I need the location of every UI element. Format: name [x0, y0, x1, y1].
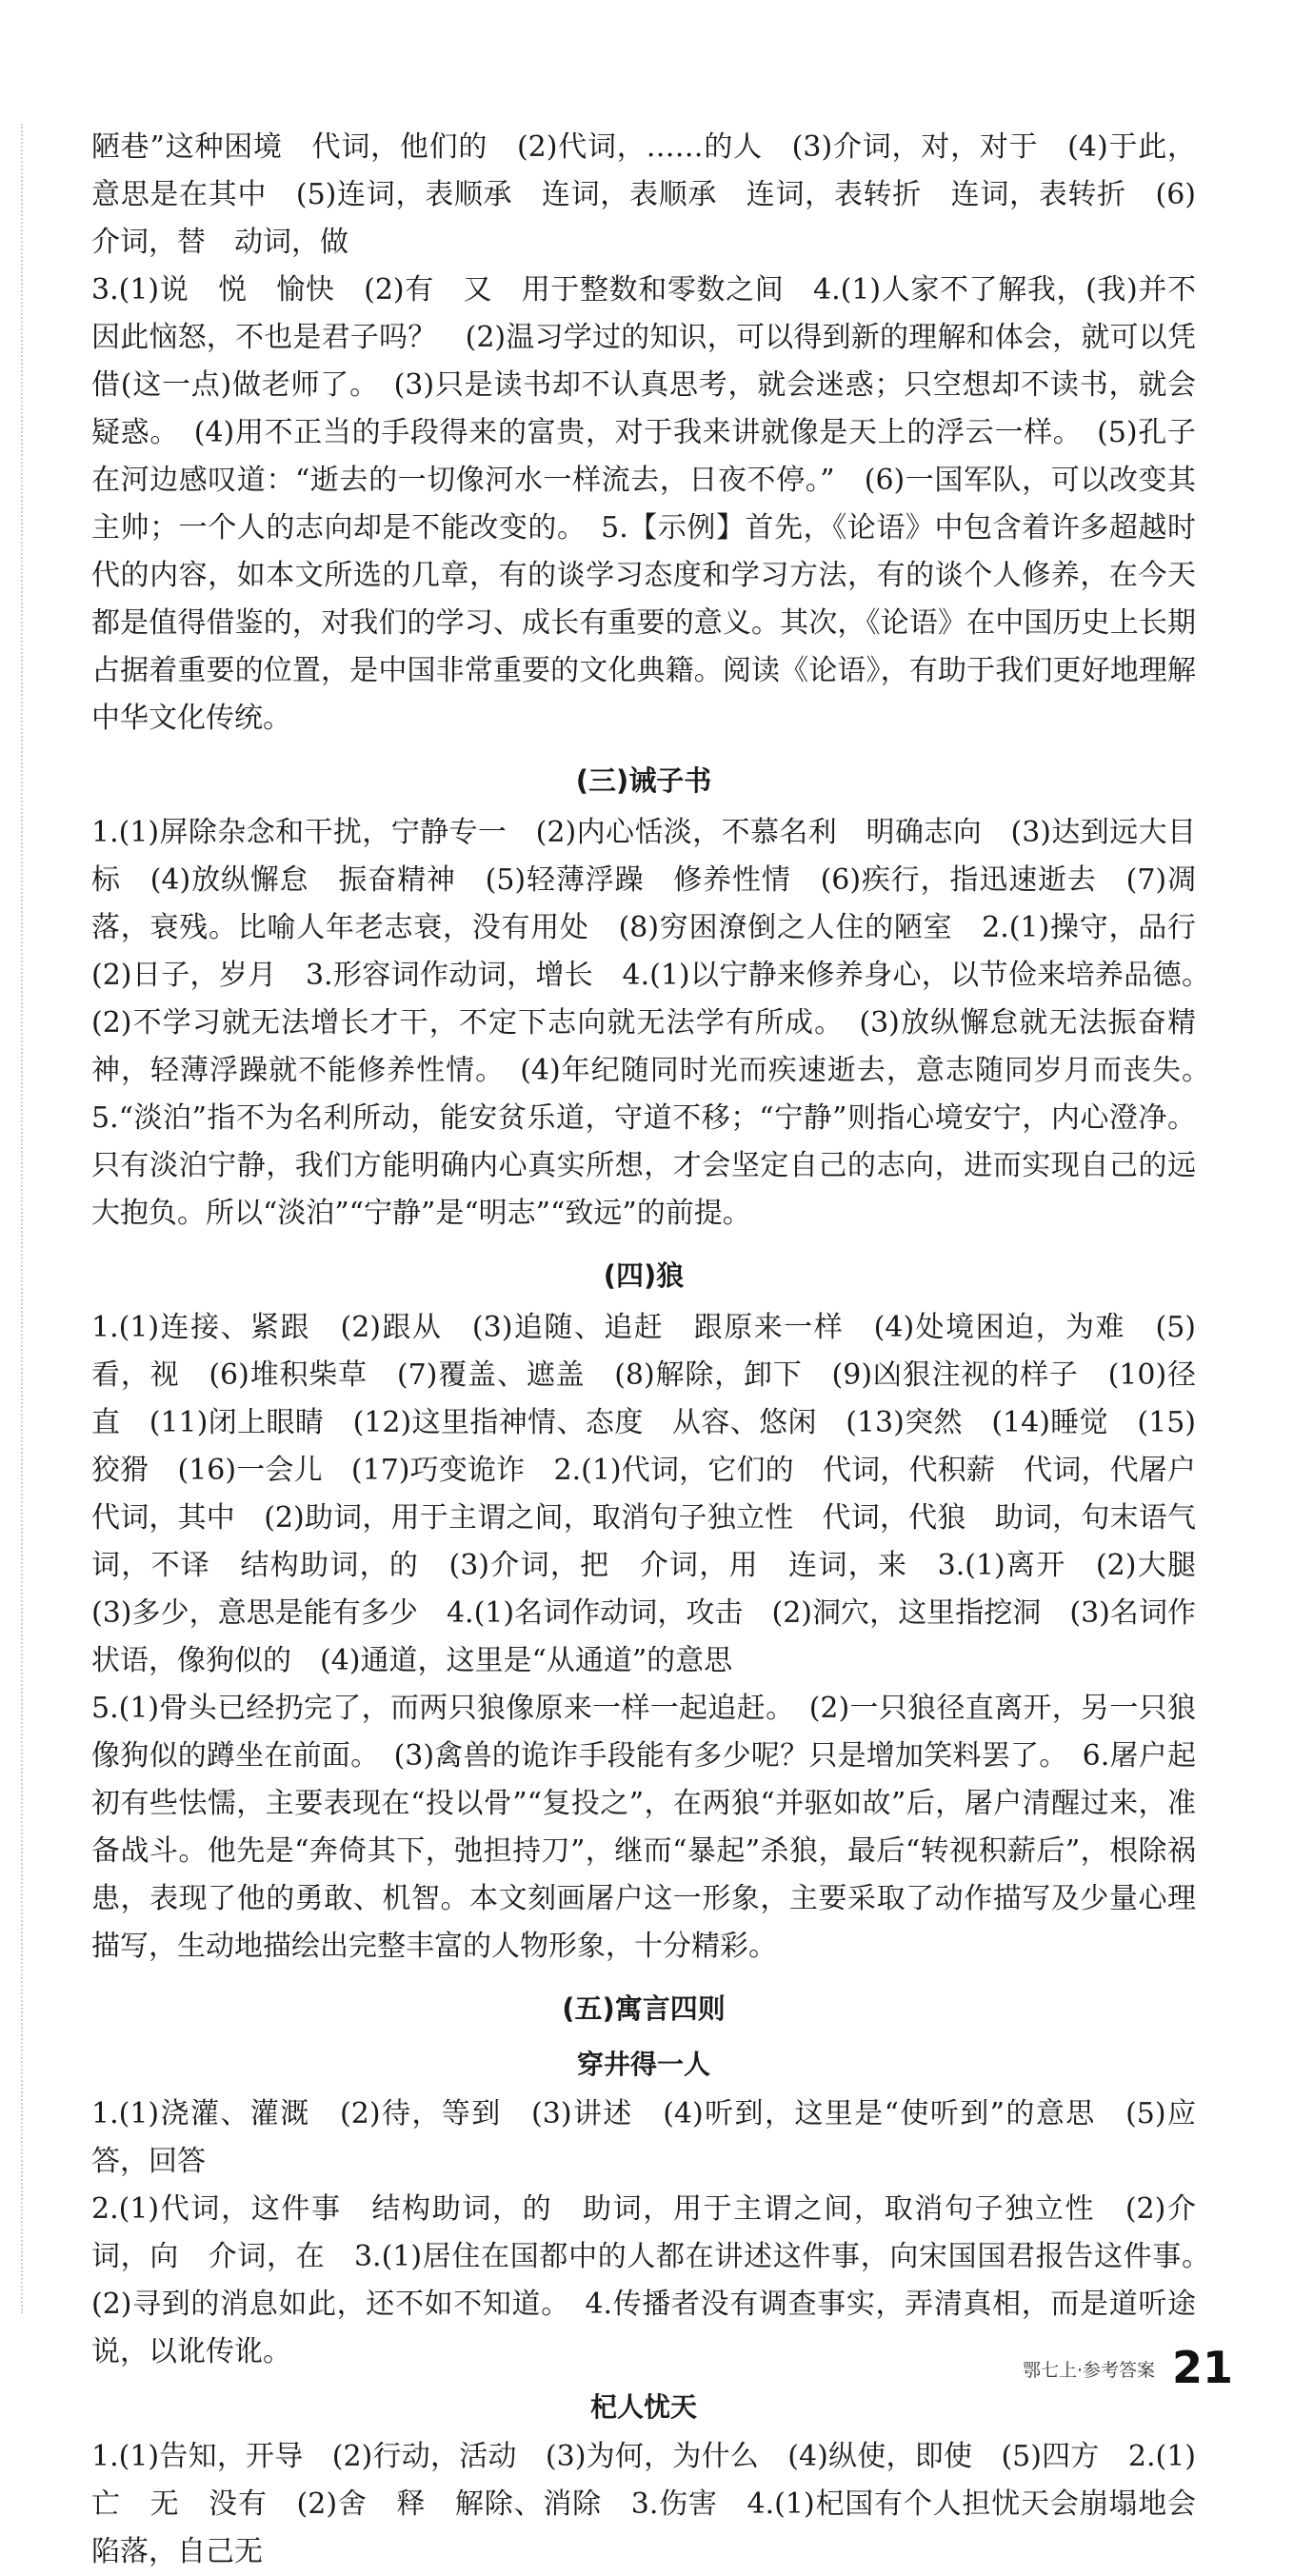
- footer-label: 鄂七上·参考答案: [1022, 2360, 1155, 2381]
- section-title: (五)寓言四则: [562, 1992, 726, 2025]
- subsection-qiren: [91, 2384, 1196, 2576]
- margin-dotted-rule: [21, 124, 23, 2313]
- section-title: (三)诫子书: [575, 764, 712, 797]
- answer-paragraph: 5.(1)骨头已经扔完了，而两只狼像原来一样一起追赶。 (2)一只狼径直离开，另一只狼像狗似的蹲坐在前面。 (3)禽兽的诡诈手段能有多少呢？只是增加笑料罢了。 6.屠户起初有些怯懦，主要表现在“投以骨”“复投之”，在两狼“并驱如故”后，屠户清醒过来，准备战斗。他先是“奔倚其下，弛担持刀”，继而“暴起”杀狼，最后“转视积薪后”，根除祸患，表现了他的勇敢、机智。本文刻画屠户这一形象，主要采取了动作描写及少量心理描写，生动地描绘出完整丰富的人物形象，十分精彩。: [91, 1692, 1196, 1963]
- subsection-title: 穿井得一人: [576, 2049, 710, 2080]
- answer-paragraph: 2.(1)代词，这件事 结构助词，的 助词，用于主谓之间，取消句子独立性 (2)介词，向 介词，在 3.(1)居住在国都中的人都在讲述这件事，向宋国国君报告这件事。 (2)寻到的消息如此，还不如不知道。 4.传播者没有调查事实，弄清真相，而是道听途说，以讹传讹。: [91, 2192, 1224, 2368]
- page-content: [91, 124, 1224, 2576]
- section-lang: [91, 1251, 1224, 1971]
- subsection-chuanjing: [91, 2041, 1224, 2376]
- page-footer: [1022, 2342, 1233, 2393]
- page-number: 21: [1171, 2342, 1233, 2393]
- section-title: (四)狼: [603, 1259, 685, 1292]
- subsection-title: 杞人忧天: [589, 2391, 697, 2423]
- answer-paragraph: 3.(1)说 悦 愉快 (2)有 又 用于整数和零数之间 4.(1)人家不了解我，(我)并不因此恼怒，不也是君子吗？ (2)温习学过的知识，可以得到新的理解和体会，就可以凭借(这一点)做老师了。 (3)只是读书却不认真思考，就会迷惑；只空想却不读书，就会疑惑。 (4)用不正当的手段得来的富贵，对于我来讲就像是天上的浮云一样。 (5)孔子在河边感叹道：“逝去的一切像河水一样流去，日夜不停。” (6)一国军队，可以改变其主帅；一个人的志向却是不能改变的。 5.【示例】首先，《论语》中包含着许多超越时代的内容，如本文所选的几章，有的谈学习态度和学习方法，有的谈个人修养，在今天都是值得借鉴的，对我们的学习、成长有重要的意义。其次，《论语》在中国历史上长期占据着重要的位置，是中国非常重要的文化典籍。阅读《论语》，有助于我们更好地理解中华文化传统。: [91, 273, 1196, 735]
- answer-paragraph: 1.(1)连接、紧跟 (2)跟从 (3)追随、追赶 跟原来一样 (4)处境困迫，为难 (5)看，视 (6)堆积柴草 (7)覆盖、遮盖 (8)解除，卸下 (9)凶狠注视的样子 (10)径直 (11)闭上眼睛 (12)这里指神情、态度 从容、悠闲 (13)突然 (14)睡觉 (15)狡猾 (16)一会儿 (17)巧变诡诈 2.(1)代词，它们的 代词，代积薪 代词，代屠户 代词，其中 (2)助词，用于主谓之间，取消句子独立性 代词，代狼 助词，句末语气词，不译 结构助词，的 (3)介词，把 介词，用 连词，来 3.(1)离开 (2)大腿 (3)多少，意思是能有多少 4.(1)名词作动词，攻击 (2)洞穴，这里指挖洞 (3)名词作状语，像狗似的 (4)通道，这里是“从通道”的意思: [91, 1311, 1224, 1677]
- section-yuyan: [91, 1984, 1224, 2576]
- answer-paragraph: 1.(1)告知，开导 (2)行动，活动 (3)为何，为什么 (4)纵使，即使 (5)四方 2.(1)亡 无 没有 (2)舍 释 解除、消除 3.伤害 4.(1)杞国有个人担忧天会崩塌地会陷落，自己无: [91, 2440, 1196, 2568]
- answer-paragraph: 1.(1)屏除杂念和干扰，宁静专一 (2)内心恬淡，不慕名利 明确志向 (3)达到远大目标 (4)放纵懈怠 振奋精神 (5)轻薄浮躁 修养性情 (6)疾行，指迅速逝去 (7)凋落，衰残。比喻人年老志衰，没有用处 (8)穷困潦倒之人住的陋室 2.(1)操守，品行 (2)日子，岁月 3.形容词作动词，增长 4.(1)以宁静来修养身心，以节俭来培养品德。 (2)不学习就无法增长才干，不定下志向就无法学有所成。 (3)放纵懈怠就无法振奋精神，轻薄浮躁就不能修养性情。 (4)年纪随同时光而疾速逝去，意志随同岁月而丧失。 5.“淡泊”指不为名利所动，能安贫乐道，守道不移；“宁静”则指心境安宁，内心澄净。只有淡泊宁静，我们方能明确内心真实所想，才会坚定自己的志向，进而实现自己的远大抱负。所以“淡泊”“宁静”是“明志”“致远”的前提。: [91, 816, 1224, 1230]
- section-jiezishu: [91, 756, 1224, 1238]
- answer-paragraph: 1.(1)浇灌、灌溉 (2)待，等到 (3)讲述 (4)听到，这里是“使听到”的意思 (5)应答，回答: [91, 2097, 1196, 2178]
- answer-paragraph: 陋巷”这种困境 代词，他们的 (2)代词，……的人 (3)介词，对，对于 (4)于此，意思是在其中 (5)连词，表顺承 连词，表顺承 连词，表转折 连词，表转折 (6)介词，替 动词，做: [91, 130, 1196, 259]
- section-lunyu-tail: [91, 124, 1196, 743]
